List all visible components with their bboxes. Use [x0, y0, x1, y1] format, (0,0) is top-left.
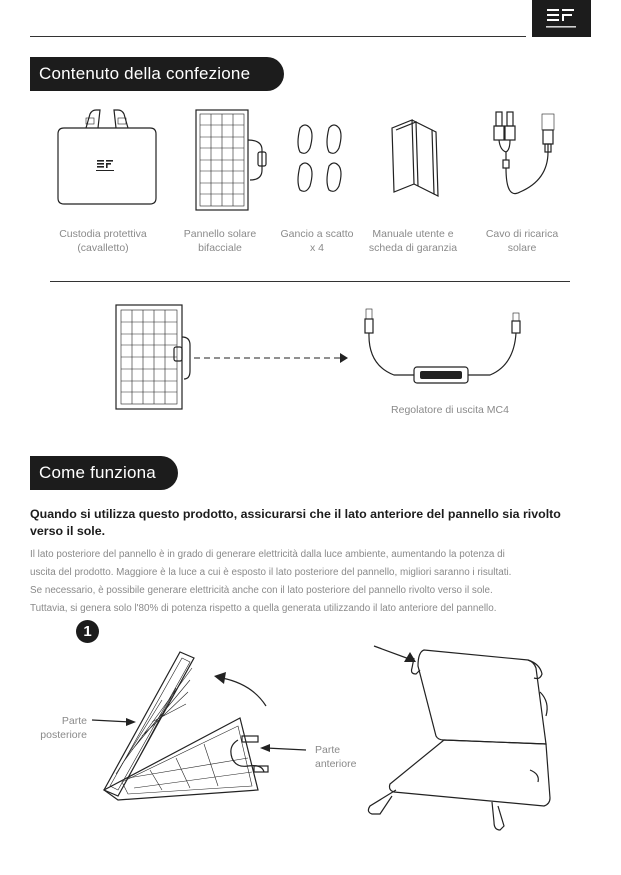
label-back-side: Parte posteriore: [40, 715, 87, 741]
step-number-badge: 1: [76, 620, 99, 643]
charging-cable-icon: [494, 112, 554, 194]
label-front-side: Parte anteriore: [315, 744, 357, 770]
section-divider: [50, 281, 570, 282]
carabiner-icon: [298, 125, 341, 191]
ecoflow-logo: [532, 0, 591, 37]
solar-panel-icon: [116, 305, 190, 409]
body-paragraph: Il lato posteriore del pannello è in grado di generare elettricità dalla luce ambiente, aumentando la potenza di uscita del prodotto. Maggiore è la luce a cui è esposto il lato posteriore del pannello, migliori saranno i risultati. Se necessario, è possibile generare elettricità anche con il lato posteriore del pannello rivolto verso il sole. Tuttavia, si genera solo l'80% di potenza rispetto a quella generata utilizzando il lato anteriore del pannello.: [30, 549, 512, 614]
panel-with-stand-icon: [368, 646, 550, 830]
caption-solar-panel: Pannello solare bifacciale: [183, 228, 257, 254]
lead-instruction: Quando si utilizza questo prodotto, assicurarsi che il lato anteriore del pannello sia rivolto verso il sole.: [30, 507, 561, 538]
caption-charging-cable: Cavo di ricarica solare: [485, 228, 559, 254]
curved-arrow-head-icon: [214, 672, 226, 684]
regulator-illustration: [0, 295, 621, 415]
solar-panel-icon: [196, 110, 266, 210]
curved-arrow: [222, 678, 266, 706]
mc4-regulator-icon: [365, 309, 520, 383]
caption-regulator: Regolatore di uscita MC4: [391, 404, 509, 416]
folding-panel-icon: [104, 652, 268, 800]
caption-carabiner: Gancio a scatto x 4: [280, 228, 354, 254]
caption-manual: Manuale utente e scheda di garanzia: [368, 228, 458, 254]
arrow-head-icon: [340, 353, 348, 363]
front-label-leader: [266, 748, 306, 750]
back-label-leader: [92, 720, 130, 722]
carry-case-icon: [58, 110, 156, 204]
how-it-works-illustration: [0, 640, 621, 840]
section-title-how-it-works: Come funziona: [30, 456, 178, 490]
package-illustrations: [0, 100, 621, 230]
header-rule: [30, 36, 526, 37]
manual-icon: [392, 120, 438, 196]
caption-carry-case: Custodia protettiva (cavalletto): [59, 228, 147, 254]
section-title-package-contents: Contenuto della confezione: [30, 57, 284, 91]
